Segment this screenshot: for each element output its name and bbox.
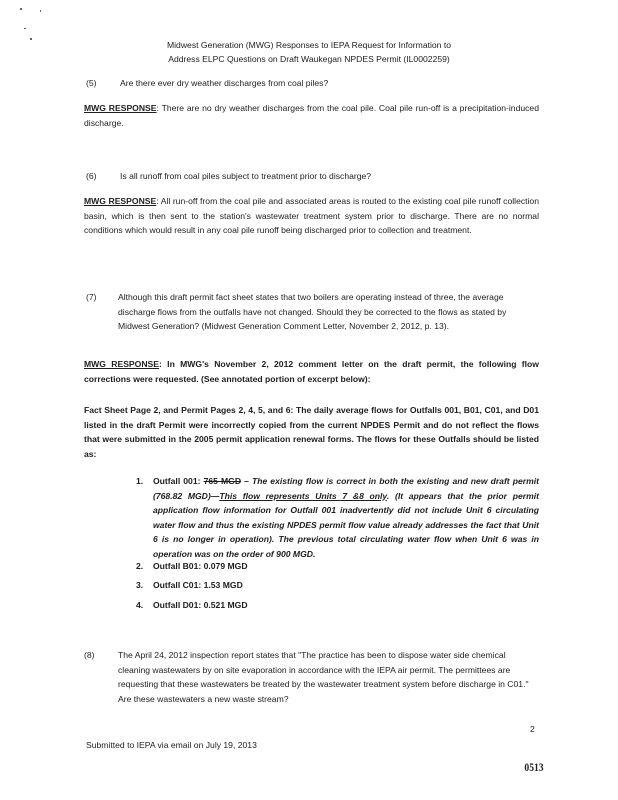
outfall-2-label: Outfall B01: 0.079 MGD	[153, 561, 248, 571]
outfall-1-item	[153, 474, 539, 561]
q7-response-label: MWG RESPONSE	[84, 359, 160, 369]
q8-number: (8)	[84, 650, 95, 660]
q5-response	[84, 101, 539, 130]
outfall-3-number: 3.	[136, 580, 144, 590]
q6-response-label: MWG RESPONSE	[84, 196, 157, 206]
q5-question: Are there ever dry weather discharges from coal piles?	[120, 78, 329, 88]
outfall-2-number: 2.	[136, 561, 144, 571]
outfall-1-note-b: This flow represents Units 7 &8 only	[219, 490, 387, 501]
q5-number: (5)	[86, 78, 97, 88]
header-line-1: Midwest Generation (MWG) Responses to IEPA Request for Information to	[166, 40, 452, 50]
q8-question: The April 24, 2012 inspection report states that "The practice has been to dispose water side chemical cleaning wastewaters by on site evaporation in accordance with the IEPA air permit. The permittees are requesting that these wastewaters be treated by the wastewater treatment system before discharge in C01." Are these wastewaters a new waste stream?	[118, 650, 529, 704]
q7-number: (7)	[86, 292, 97, 302]
scan-speck	[24, 28, 26, 29]
outfall-1-label: Outfall 001:	[153, 476, 204, 486]
q5-response-text: : There are no dry weather discharges from the coal pile. Coal pile run-off is a precipitation-induced discharge.	[84, 103, 539, 128]
q6-response	[84, 194, 539, 238]
outfall-4-label: Outfall D01: 0.521 MGD	[153, 600, 248, 610]
outfall-1-struck-value: 765 MGD	[203, 476, 242, 486]
outfall-1-note-c: . (It appears that the prior permit application flow information for Outfall 001 inadvertently did not include Unit 6 circulating water flow and thus the existing NPDES permit flow value already addresses the fact that Unit 6 is no longer in operation). The previous total circulating water flow when Unit 6 was in operation was on the order of 900 MGD.	[153, 490, 539, 559]
q7-response-text: : In MWG's November 2, 2012 comment letter on the draft permit, the following flow corrections were requested. (See annotated portion of excerpt below):	[84, 359, 539, 384]
q7-fact-sheet: Fact Sheet Page 2, and Permit Pages 2, 4, 5, and 6: The daily average flows for Outfalls 001, B01, C01, and D01 listed in the draft Permit were incorrectly copied from the current NPDES Permit and do not reflect the flows that were submitted in the 2005 permit application renewal forms. The flows for these Outfalls should be listed as:	[84, 405, 539, 459]
page-number: 2	[530, 724, 535, 734]
q6-question: Is all runoff from coal piles subject to treatment prior to discharge?	[120, 171, 372, 181]
outfall-3-label: Outfall C01: 1.53 MGD	[153, 580, 243, 590]
scan-speck	[20, 8, 22, 10]
q6-number: (6)	[86, 171, 97, 181]
outfall-4-number: 4.	[136, 600, 144, 610]
outfall-1-note-a: – The existing flow is correct in both the existing and new draft permit (768.82 MGD)—	[153, 476, 540, 501]
header-line-2: Address ELPC Questions on Draft Waukegan NPDES Permit (IL0002259)	[168, 54, 450, 64]
q7-question: Although this draft permit fact sheet states that two boilers are operating instead of three, the average discharge flows from the outfalls have not changed. Should they be corrected to the flows as stated by Midwest Generation? (Midwest Generation Comment Letter, November 2, 2012, p. 13).	[118, 292, 507, 331]
q7-response	[84, 357, 539, 386]
bates-stamp: 0513	[524, 760, 544, 774]
submitted-footer: Submitted to IEPA via email on July 19, 2013	[86, 740, 257, 750]
q5-response-label: MWG RESPONSE	[84, 103, 157, 113]
outfall-1-number: 1.	[136, 476, 144, 486]
scan-speck	[40, 10, 41, 12]
q6-response-text: : All run-off from the coal pile and associated areas is routed to the existing coal pile runoff collection basin, which is then sent to the station's wastewater treatment system prior to discharge. There are no normal conditions which would result in any coal pile runoff being discharged prior to collection and treatment.	[84, 196, 539, 235]
